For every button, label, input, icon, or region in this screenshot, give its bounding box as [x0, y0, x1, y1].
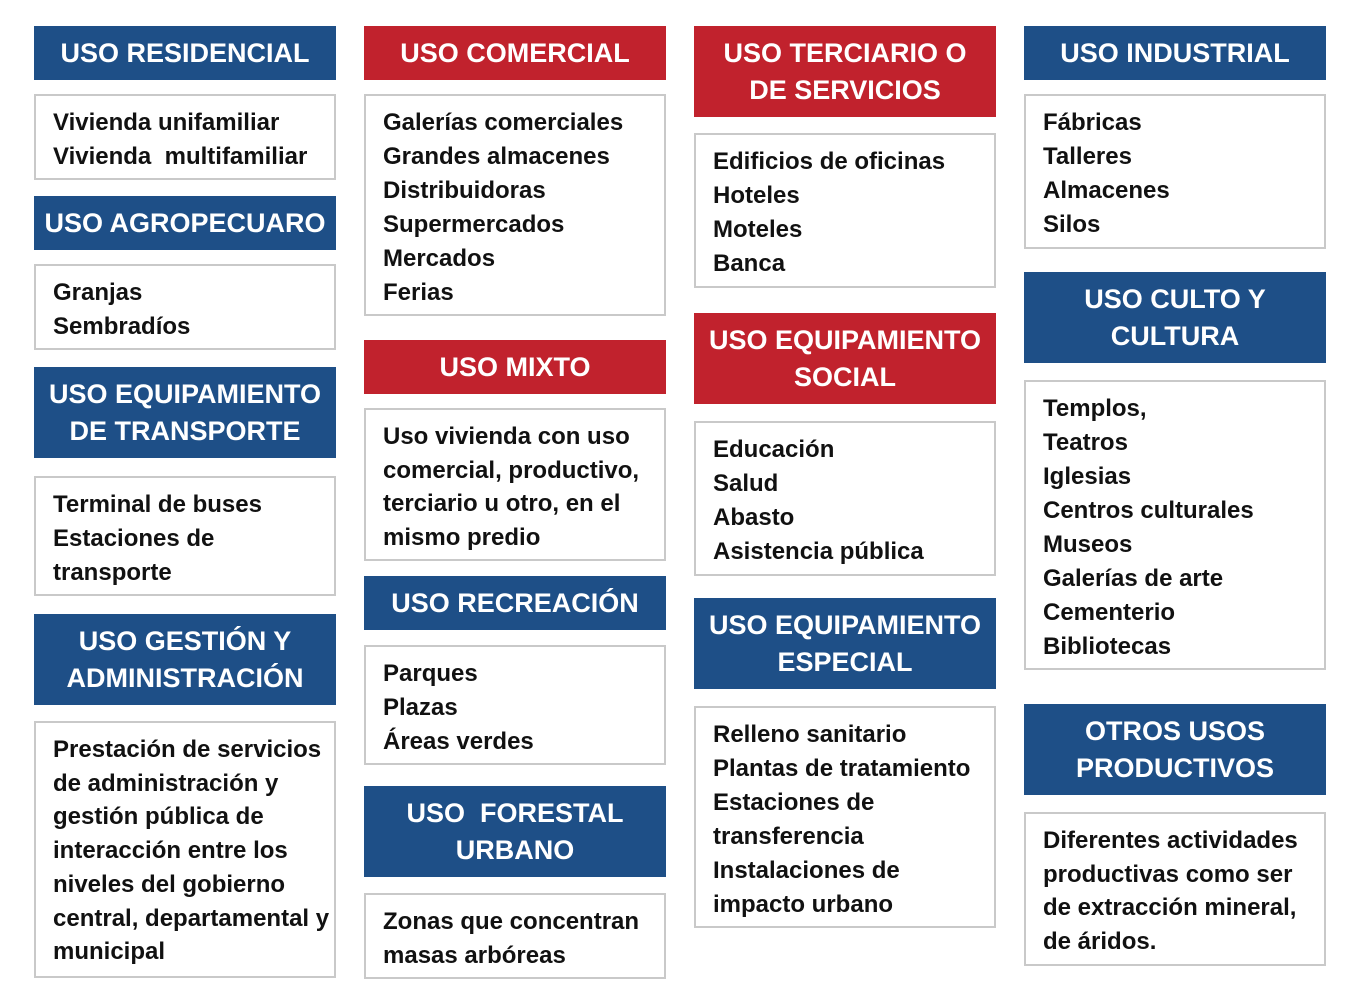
list-item: Banca: [713, 250, 786, 277]
list-item: Vivienda multifamiliar: [53, 143, 308, 170]
header-title-line-2: CULTURA: [1110, 320, 1240, 351]
header-uso-residencial: [34, 26, 336, 80]
box-uso-comercial: [364, 94, 666, 316]
list-item: Plantas de tratamiento: [713, 755, 971, 782]
list-item: Cementerio: [1043, 599, 1176, 626]
list-item: Asistencia pública: [713, 538, 924, 565]
header-uso-industrial: [1024, 26, 1326, 80]
list-item: Áreas verdes: [383, 728, 534, 755]
text-line: Diferentes actividades: [1043, 827, 1298, 854]
header-uso-terciario: [694, 26, 996, 117]
header-uso-comercial: [364, 26, 666, 80]
text-line: de extracción mineral,: [1043, 894, 1297, 922]
box-uso-gestion-administracion: [34, 721, 336, 978]
list-item: transferencia: [713, 823, 864, 850]
header-title-line-1: USO FORESTAL: [406, 797, 624, 828]
list-item: Centros culturales: [1043, 497, 1254, 524]
text-line: gestión pública de: [53, 803, 264, 831]
list-item: Supermercados: [383, 211, 565, 238]
header-title-line-2: PRODUCTIVOS: [1075, 752, 1275, 783]
list-item: Parques: [383, 660, 478, 687]
list-item: Mercados: [383, 245, 496, 272]
text-line: Prestación de servicios: [53, 736, 322, 763]
list-item: Moteles: [713, 216, 803, 243]
header-title-line-2: ADMINISTRACIÓN: [66, 662, 304, 693]
header-title-line-1: USO EQUIPAMIENTO: [708, 609, 982, 640]
list-item: Distribuidoras: [383, 177, 546, 204]
box-uso-agropecuaro: [34, 264, 336, 350]
header-title-line-2: DE TRANSPORTE: [69, 415, 301, 446]
header-title: USO RESIDENCIAL: [60, 37, 310, 68]
header-uso-equipamiento-transporte: [34, 367, 336, 458]
text-line: niveles del gobierno: [53, 870, 286, 898]
box-uso-equipamiento-especial: [694, 706, 996, 928]
header-title-line-2: SOCIAL: [793, 361, 896, 392]
header-title-line-2: ESPECIAL: [777, 646, 913, 677]
list-item: masas arbóreas: [383, 942, 566, 969]
list-item: Silos: [1043, 211, 1101, 238]
list-item: Salud: [713, 470, 779, 497]
box-uso-culto-cultura: [1024, 380, 1326, 670]
box-otros-usos-productivos: [1024, 812, 1326, 966]
list-item: Abasto: [713, 504, 795, 531]
box-uso-equipamiento-social: [694, 421, 996, 576]
header-uso-equipamiento-social: [694, 313, 996, 404]
list-item: Teatros: [1043, 429, 1128, 456]
header-otros-usos-productivos: [1024, 704, 1326, 795]
text-line: Uso vivienda con uso: [383, 423, 630, 450]
list-item: Sembradíos: [53, 313, 191, 340]
list-item: Terminal de buses: [53, 491, 262, 518]
header-title: USO COMERCIAL: [400, 37, 630, 68]
list-item: Educación: [713, 436, 835, 463]
header-title-line-1: USO EQUIPAMIENTO: [708, 324, 982, 355]
header-uso-equipamiento-especial: [694, 598, 996, 689]
list-item: Granjas: [53, 279, 143, 306]
list-item: Hoteles: [713, 182, 800, 209]
header-title: USO INDUSTRIAL: [1060, 37, 1290, 68]
box-uso-residencial: [34, 94, 336, 180]
list-item: Museos: [1043, 531, 1133, 558]
header-uso-mixto: [364, 340, 666, 394]
box-uso-industrial: [1024, 94, 1326, 249]
header-title-line-1: OTROS USOS: [1084, 715, 1266, 746]
header-uso-recreacion: [364, 576, 666, 630]
text-line: terciario u otro, en el: [383, 490, 621, 518]
list-item: Ferias: [383, 279, 454, 306]
header-title-line-1: USO EQUIPAMIENTO: [48, 378, 322, 409]
header-title: USO MIXTO: [439, 351, 591, 382]
list-item: Almacenes: [1043, 177, 1170, 204]
list-item: Edificios de oficinas: [713, 148, 946, 175]
list-item: impacto urbano: [713, 891, 894, 918]
header-title: USO AGROPECUARO: [44, 207, 326, 238]
list-item: Iglesias: [1043, 463, 1132, 490]
header-title-line-2: URBANO: [455, 834, 575, 865]
box-uso-equipamiento-transporte: [34, 476, 336, 596]
list-item: Relleno sanitario: [713, 721, 907, 748]
list-item: Grandes almacenes: [383, 143, 610, 170]
text-line: central, departamental y: [53, 904, 330, 932]
list-item: Templos,: [1043, 395, 1147, 422]
box-uso-recreacion: [364, 645, 666, 765]
list-item: Fábricas: [1043, 109, 1142, 136]
header-title-line-2: DE SERVICIOS: [749, 74, 941, 105]
list-item: Zonas que concentran: [383, 908, 640, 935]
box-uso-mixto: [364, 408, 666, 561]
text-line: de administración y: [53, 769, 279, 797]
box-uso-forestal-urbano: [364, 893, 666, 979]
text-line: productivas como ser: [1043, 860, 1293, 888]
text-line: mismo predio: [383, 524, 541, 552]
list-item: Talleres: [1043, 143, 1132, 170]
text-line: de áridos.: [1043, 928, 1157, 956]
text-line: comercial, productivo,: [383, 456, 640, 484]
header-title-line-1: USO TERCIARIO O: [723, 37, 967, 68]
box-uso-terciario: [694, 133, 996, 288]
list-item: Vivienda unifamiliar: [53, 109, 280, 136]
list-item: transporte: [53, 559, 172, 586]
text-line: municipal: [53, 938, 166, 966]
text-line: interacción entre los: [53, 837, 288, 865]
list-item: Galerías comerciales: [383, 109, 624, 136]
header-title: USO RECREACIÓN: [391, 587, 639, 618]
list-item: Instalaciones de: [713, 857, 900, 884]
list-item: Plazas: [383, 694, 458, 721]
header-title-line-1: USO GESTIÓN Y: [78, 625, 292, 656]
header-uso-forestal-urbano: [364, 786, 666, 877]
list-item: Estaciones de: [713, 789, 875, 816]
list-item: Estaciones de: [53, 525, 215, 552]
list-item: Bibliotecas: [1043, 633, 1172, 660]
header-title-line-1: USO CULTO Y: [1084, 283, 1266, 314]
header-uso-gestion-administracion: [34, 614, 336, 705]
header-uso-culto-cultura: [1024, 272, 1326, 363]
header-uso-agropecuaro: [34, 196, 336, 250]
list-item: Galerías de arte: [1043, 565, 1224, 592]
